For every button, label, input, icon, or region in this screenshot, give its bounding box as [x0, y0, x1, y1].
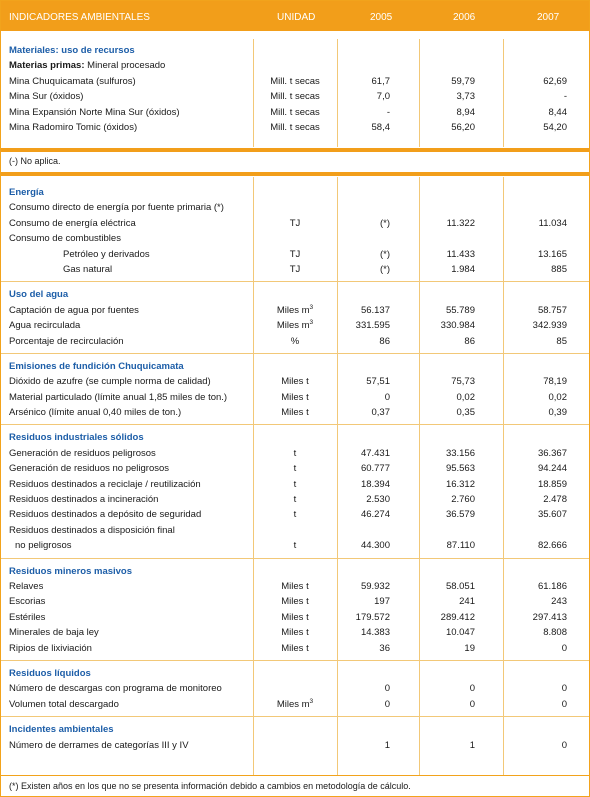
- section-block: [1, 564, 589, 656]
- section-title: Incidentes ambientales: [9, 724, 114, 736]
- row-label: Número de descargas con programa de monitoreo: [9, 683, 222, 695]
- table-row: [1, 507, 589, 522]
- table-row: [1, 390, 589, 405]
- value-2007: 58.757: [537, 304, 567, 316]
- unit-cell: [255, 105, 335, 120]
- value-2005: 179.572: [355, 611, 390, 623]
- unit-text: Mill. t secas: [270, 106, 320, 118]
- value-2005: 0: [384, 683, 390, 695]
- value-2005: 56.137: [360, 304, 390, 316]
- unit-text: Mill. t secas: [270, 91, 320, 103]
- unit-superscript: 3: [309, 697, 314, 705]
- unit-text: Miles t: [281, 642, 309, 654]
- value-2005: 14.383: [360, 627, 390, 639]
- row-label: Porcentaje de recirculación: [9, 335, 124, 347]
- value-2005: (*): [379, 217, 390, 229]
- value-2007: 18.859: [537, 478, 567, 490]
- row-label: Consumo de energía eléctrica: [9, 217, 136, 229]
- section-title-row: [1, 359, 589, 374]
- table-row: [1, 492, 589, 507]
- value-2006: 10.047: [445, 627, 475, 639]
- table-header: [1, 1, 589, 31]
- section-separator: [1, 349, 589, 359]
- row-label: Consumo directo de energía por fuente primaria (*): [9, 202, 224, 214]
- value-2007: 8.808: [543, 627, 567, 639]
- value-2007: -: [563, 91, 567, 103]
- section-block: [1, 287, 589, 349]
- table-row: [1, 105, 589, 120]
- unit-text: Miles m: [276, 698, 310, 710]
- unit-cell: [255, 610, 335, 625]
- unit-text: Miles t: [281, 376, 309, 388]
- value-2005: (*): [379, 248, 390, 260]
- table-row: [1, 247, 589, 262]
- table-row: [1, 200, 589, 215]
- row-label: no peligrosos: [15, 540, 72, 552]
- section-title-row: [1, 287, 589, 302]
- row-label-rest: Mineral procesado: [84, 60, 166, 72]
- value-2007: 2.478: [543, 494, 567, 506]
- unit-text: t: [293, 447, 297, 459]
- section-title-row: [1, 430, 589, 445]
- section-title-row: [1, 185, 589, 200]
- section-title: Residuos industriales sólidos: [9, 432, 144, 444]
- row-label: Generación de residuos no peligrosos: [9, 463, 170, 475]
- unit-text: Miles t: [281, 596, 309, 608]
- table-row: [1, 216, 589, 231]
- unit-text: TJ: [289, 263, 301, 275]
- section-block: [1, 430, 589, 553]
- row-label: Consumo de combustibles: [9, 233, 121, 245]
- row-label: Minerales de baja ley: [9, 627, 99, 639]
- value-2005: 60.777: [360, 463, 390, 475]
- value-2007: 0: [561, 642, 567, 654]
- row-label: [9, 58, 165, 73]
- section-separator: [1, 420, 589, 430]
- row-label: Dióxido de azufre (se cumple norma de calidad): [9, 376, 211, 388]
- value-2005: 2.530: [366, 494, 390, 506]
- value-2006: 0,35: [456, 407, 475, 419]
- value-2006: 33.156: [445, 447, 475, 459]
- value-2007: 297.413: [532, 611, 567, 623]
- table-row: [1, 610, 589, 625]
- unit-text: Miles t: [281, 391, 309, 403]
- value-2006: 36.579: [445, 509, 475, 521]
- row-label: Mina Radomiro Tomic (óxidos): [9, 121, 138, 133]
- unit-text: Miles t: [281, 611, 309, 623]
- value-2007: 0: [561, 739, 567, 751]
- section-title-row: [1, 722, 589, 737]
- section-title: Residuos mineros masivos: [9, 565, 133, 577]
- indicators-body: [1, 177, 589, 775]
- value-2006: 19: [464, 642, 475, 654]
- header-year-2007: 2007: [537, 12, 560, 23]
- unit-text: t: [293, 463, 297, 475]
- section-title-row: [1, 666, 589, 681]
- section-title: Emisiones de fundición Chuquicamata: [9, 360, 184, 372]
- value-2006: 8,94: [456, 106, 475, 118]
- unit-text: Miles t: [281, 627, 309, 639]
- table-row: [1, 231, 589, 246]
- table-row: [1, 58, 589, 73]
- section-block: [1, 185, 589, 277]
- row-label: Generación de residuos peligrosos: [9, 447, 156, 459]
- table-row: [1, 334, 589, 349]
- table-row: [1, 405, 589, 420]
- table-row: [1, 374, 589, 389]
- row-label: Arsénico (límite anual 0,40 miles de ton.): [9, 407, 182, 419]
- value-2005: 1: [384, 739, 390, 751]
- section-separator: [1, 712, 589, 722]
- unit-cell: [255, 74, 335, 89]
- table-row: [1, 738, 589, 753]
- section-divider: [1, 172, 589, 176]
- value-2006: 1.984: [451, 263, 475, 275]
- section-title: Materiales: uso de recursos: [9, 45, 135, 56]
- value-2007: 35.607: [537, 509, 567, 521]
- section-divider: [1, 148, 589, 152]
- table-row: [1, 681, 589, 696]
- table-row: [1, 89, 589, 104]
- section-separator: [1, 277, 589, 287]
- unit-cell: [255, 216, 335, 231]
- table-row: [1, 579, 589, 594]
- unit-superscript: 3: [309, 303, 314, 311]
- value-2007: 8,44: [548, 106, 567, 118]
- row-label: Gas natural: [63, 263, 113, 275]
- value-2007: 0,02: [548, 391, 567, 403]
- value-2007: 61.186: [537, 580, 567, 592]
- value-2006: 11.433: [446, 248, 475, 260]
- value-2006: 86: [464, 335, 475, 347]
- table-row: [1, 461, 589, 476]
- value-2007: 13.165: [537, 248, 567, 260]
- section-block: [1, 666, 589, 712]
- value-2005: 7,0: [376, 91, 390, 103]
- value-2006: 2.760: [451, 494, 475, 506]
- row-label: Residuos destinados a reciclaje / reutilización: [9, 478, 201, 490]
- value-2005: 197: [374, 596, 390, 608]
- value-2005: 47.431: [360, 447, 390, 459]
- header-year-2006: 2006: [453, 12, 476, 23]
- value-2006: 330.984: [440, 320, 475, 332]
- unit-cell: [255, 390, 335, 405]
- value-2006: 289.412: [440, 611, 475, 623]
- table-row: [1, 625, 589, 640]
- unit-cell: [255, 697, 335, 712]
- unit-cell: [255, 492, 335, 507]
- row-label: Residuos destinados a depósito de seguridad: [9, 509, 202, 521]
- value-2006: 95.563: [445, 463, 475, 475]
- section-title: Uso del agua: [9, 289, 69, 301]
- table-row: [1, 641, 589, 656]
- row-label: Número de derrames de categorías III y IV: [9, 739, 189, 751]
- value-2007: 78,19: [543, 376, 567, 388]
- unit-cell: [255, 625, 335, 640]
- value-2007: 885: [551, 263, 567, 275]
- row-label: Residuos destinados a incineración: [9, 494, 159, 506]
- materials-section: [1, 39, 589, 147]
- unit-text: t: [293, 478, 297, 490]
- value-2005: 57,51: [366, 376, 390, 388]
- table-row: [1, 303, 589, 318]
- value-2005: 61,7: [371, 75, 390, 87]
- unit-cell: [255, 303, 335, 318]
- row-label: Agua recirculada: [9, 320, 81, 332]
- row-label: Escorias: [9, 596, 46, 608]
- value-2005: (*): [379, 263, 390, 275]
- section-separator: [1, 554, 589, 564]
- unit-cell: [255, 461, 335, 476]
- value-2007: 0: [561, 683, 567, 695]
- footnote: (*) Existen años en los que no se presenta información debido a cambios en metodología de cálculo.: [9, 781, 411, 791]
- value-2006: 87.110: [446, 540, 475, 552]
- value-2006: 241: [459, 596, 475, 608]
- row-label: Mina Chuquicamata (sulfuros): [9, 75, 136, 87]
- unit-cell: [255, 594, 335, 609]
- value-2007: 0: [561, 698, 567, 710]
- unit-cell: [255, 318, 335, 333]
- value-2006: 3,73: [456, 91, 475, 103]
- unit-text: t: [293, 509, 297, 521]
- section-title: Residuos líquidos: [9, 667, 91, 679]
- value-2005: 86: [379, 335, 390, 347]
- table-row: [1, 697, 589, 712]
- unit-cell: [255, 120, 335, 135]
- value-2006: 75,73: [451, 376, 475, 388]
- unit-cell: [255, 538, 335, 553]
- value-2006: 1: [469, 739, 475, 751]
- value-2007: 94.244: [537, 463, 567, 475]
- row-label: Mina Sur (óxidos): [9, 91, 84, 103]
- row-label: Residuos destinados a disposición final: [9, 524, 175, 536]
- row-label: Captación de agua por fuentes: [9, 304, 139, 316]
- value-2006: 16.312: [445, 478, 475, 490]
- unit-cell: [255, 89, 335, 104]
- unit-text: TJ: [289, 248, 301, 260]
- table-row: [1, 262, 589, 277]
- unit-text: t: [293, 494, 297, 506]
- unit-text: Miles m: [276, 320, 310, 332]
- row-label-bold: Materias primas:: [9, 60, 85, 72]
- unit-text: Mill. t secas: [270, 121, 320, 133]
- row-label: Material particulado (límite anual 1,85 miles de ton.): [9, 391, 228, 403]
- unit-text: Miles t: [281, 580, 309, 592]
- table-row: [1, 74, 589, 89]
- value-2005: 0: [384, 698, 390, 710]
- section-title-row: [1, 43, 589, 58]
- section-block: [1, 722, 589, 753]
- unit-cell: [255, 247, 335, 262]
- value-2005: 18.394: [360, 478, 390, 490]
- unit-text: Miles m: [276, 304, 310, 316]
- value-2006: 0,02: [456, 391, 475, 403]
- table-row: [1, 446, 589, 461]
- value-2006: 55.789: [445, 304, 475, 316]
- value-2006: 58.051: [445, 580, 475, 592]
- section-title: Energía: [9, 187, 44, 198]
- row-label: Ripios de lixiviación: [9, 642, 92, 654]
- section-block: [1, 359, 589, 421]
- unit-text: TJ: [289, 217, 301, 229]
- unit-superscript: 3: [309, 318, 314, 326]
- unit-cell: [255, 641, 335, 656]
- unit-text: Miles t: [281, 407, 309, 419]
- not-applicable-note: (-) No aplica.: [9, 156, 61, 166]
- value-2005: 0,37: [371, 407, 390, 419]
- value-2007: 62,69: [543, 75, 567, 87]
- value-2005: 58,4: [371, 121, 390, 133]
- value-2005: -: [386, 106, 390, 118]
- table-row: [1, 594, 589, 609]
- table-row: [1, 477, 589, 492]
- unit-cell: [255, 579, 335, 594]
- value-2005: 331.595: [355, 320, 390, 332]
- unit-cell: [255, 334, 335, 349]
- value-2007: 54,20: [543, 121, 567, 133]
- unit-cell: [255, 262, 335, 277]
- value-2007: 342.939: [532, 320, 567, 332]
- value-2006: 11.322: [446, 217, 475, 229]
- value-2007: 82.666: [537, 540, 567, 552]
- header-unit: UNIDAD: [277, 12, 316, 23]
- value-2006: 0: [469, 683, 475, 695]
- section-title-row: [1, 564, 589, 579]
- unit-cell: [255, 405, 335, 420]
- value-2007: 36.367: [537, 447, 567, 459]
- header-indicators: INDICADORES AMBIENTALES: [9, 12, 150, 23]
- value-2006: 59,79: [451, 75, 475, 87]
- value-2005: 44.300: [360, 540, 390, 552]
- value-2007: 0,39: [548, 407, 567, 419]
- unit-cell: [255, 446, 335, 461]
- unit-text: %: [290, 335, 300, 347]
- row-label: Volumen total descargado: [9, 698, 119, 710]
- section-separator: [1, 656, 589, 666]
- unit-text: t: [293, 540, 297, 552]
- table-row: [1, 538, 589, 553]
- value-2006: 0: [469, 698, 475, 710]
- unit-cell: [255, 374, 335, 389]
- value-2007: 243: [551, 596, 567, 608]
- value-2007: 11.034: [538, 217, 567, 229]
- table-row: [1, 318, 589, 333]
- row-label: Mina Expansión Norte Mina Sur (óxidos): [9, 106, 180, 118]
- header-year-2005: 2005: [370, 12, 393, 23]
- value-2005: 36: [379, 642, 390, 654]
- row-label: Estériles: [9, 611, 46, 623]
- unit-cell: [255, 507, 335, 522]
- value-2005: 46.274: [360, 509, 390, 521]
- value-2005: 0: [384, 391, 390, 403]
- row-label: Petróleo y derivados: [63, 248, 150, 260]
- unit-text: Mill. t secas: [270, 75, 320, 87]
- table-row: [1, 120, 589, 135]
- value-2005: 59.932: [360, 580, 390, 592]
- unit-cell: [255, 477, 335, 492]
- row-label: Relaves: [9, 580, 44, 592]
- value-2007: 85: [556, 335, 567, 347]
- table-row: [1, 523, 589, 538]
- value-2006: 56,20: [451, 121, 475, 133]
